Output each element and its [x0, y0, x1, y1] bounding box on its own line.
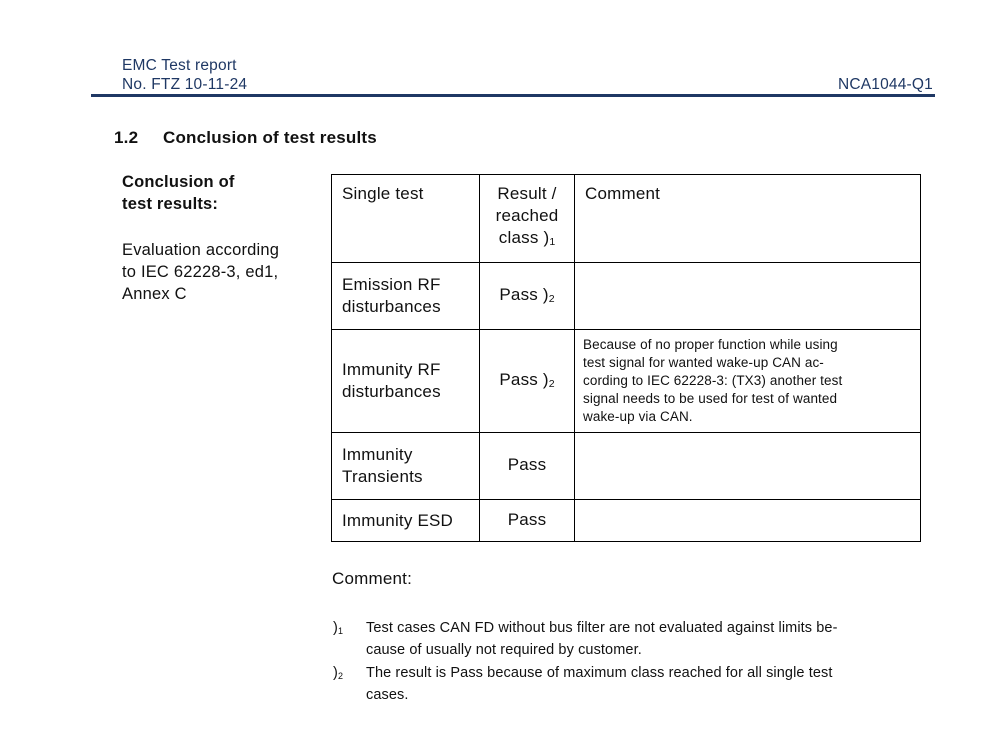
table-row-emission-rf — [332, 263, 921, 330]
result-value: Pass ) — [499, 285, 549, 304]
footnote-marker-2 — [333, 662, 366, 706]
cell-comment — [575, 433, 921, 500]
cell-single-test: Immunity Transients — [332, 433, 480, 500]
table-row-immunity-esd — [332, 500, 921, 542]
footnote-paren: ) — [333, 665, 338, 681]
footnote-number: 2 — [337, 670, 343, 681]
cell-single-test: Emission RF disturbances — [332, 263, 480, 330]
cell-single-test: Immunity RF disturbances — [332, 330, 480, 433]
cell-result — [480, 330, 575, 433]
doc-number: NCA1044-Q1 — [837, 76, 933, 93]
footnote-2 — [333, 662, 943, 706]
table-row-immunity-rf — [332, 330, 921, 433]
cell-result — [480, 263, 575, 330]
section-heading — [114, 128, 377, 148]
table-row-immunity-transients — [332, 433, 921, 500]
col-header-single-test: Single test — [332, 175, 480, 263]
report-header — [91, 56, 935, 97]
footnote-marker-1 — [333, 617, 366, 661]
margin-note-text: Evaluation according to IEC 62228-3, ed1, Annex C — [122, 241, 280, 303]
margin-note-label: Conclusion of test results: — [122, 173, 235, 213]
result-value: Pass — [507, 509, 547, 529]
footnote-ref-1: 1 — [549, 235, 556, 248]
cell-result — [480, 500, 575, 542]
report-title: EMC Test report No. FTZ 10-11-24 — [122, 57, 248, 93]
footnote-text-2: The result is Pass because of maximum class reached for all single test cases. — [366, 665, 833, 703]
cell-comment: Because of no proper function while using test signal for wanted wake-up CAN ac- cording to IEC 62228-3: (TX3) another test signal needs to be used for test of wanted wake-up via CAN. — [575, 330, 921, 433]
table-header-row — [332, 175, 921, 263]
footnote-ref-2: 2 — [548, 292, 555, 305]
footnotes — [333, 617, 943, 707]
col-header-result-line-2: reached — [495, 206, 559, 225]
margin-note — [122, 171, 327, 305]
footnote-number: 1 — [337, 625, 343, 636]
results-table — [331, 174, 921, 542]
col-header-result — [480, 175, 575, 263]
section-title: Conclusion of test results — [163, 128, 377, 147]
footnote-ref-2: 2 — [548, 377, 555, 390]
comment-label: Comment: — [332, 569, 413, 588]
section-number: 1.2 — [114, 128, 139, 147]
col-header-result-line-3: class ) — [498, 228, 550, 247]
cell-single-test: Immunity ESD — [332, 500, 480, 542]
cell-result — [480, 433, 575, 500]
result-value: Pass ) — [499, 370, 549, 389]
cell-comment — [575, 500, 921, 542]
cell-comment — [575, 263, 921, 330]
result-value: Pass — [507, 455, 547, 474]
footnote-text-1: Test cases CAN FD without bus filter are not evaluated against limits be- cause of usually not required by customer. — [366, 620, 838, 658]
footnote-paren: ) — [333, 620, 338, 636]
col-header-comment: Comment — [575, 175, 921, 263]
footnote-1 — [333, 617, 943, 661]
col-header-result-line-1: Result / — [497, 184, 557, 203]
header-rule — [91, 94, 935, 97]
